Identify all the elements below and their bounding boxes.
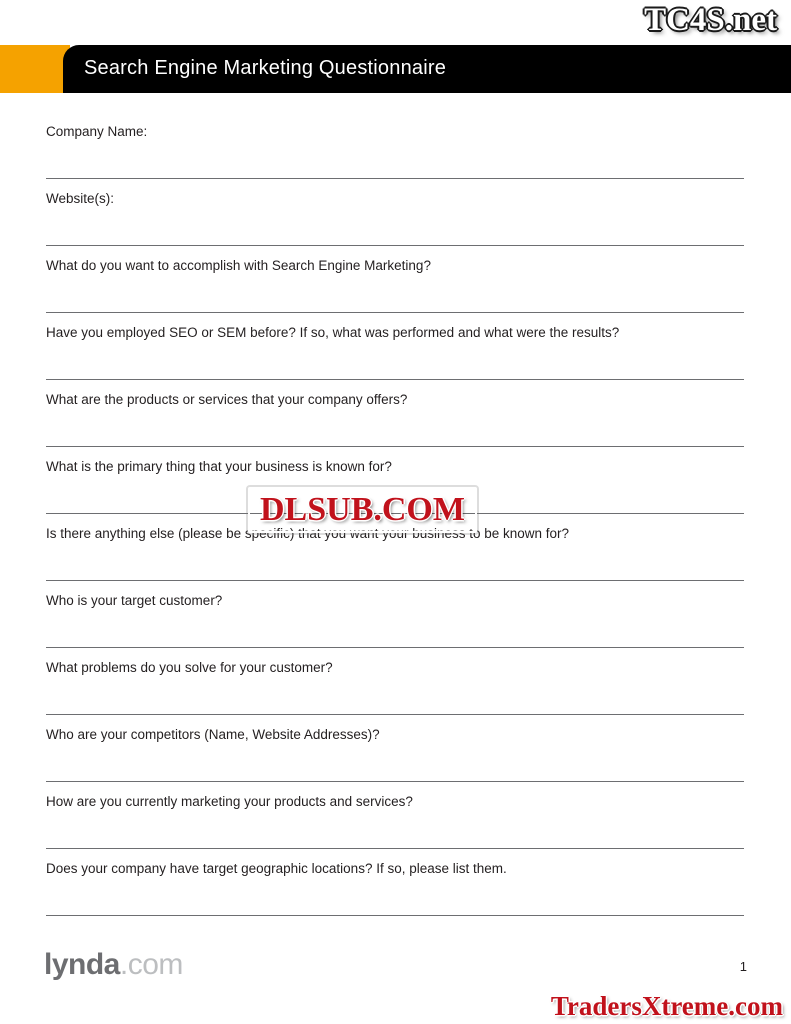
question-row: [46, 782, 744, 849]
question-label: Who are your competitors (Name, Website Addresses)?: [46, 727, 380, 742]
question-label: Have you employed SEO or SEM before? If so, what was performed and what were the results?: [46, 325, 620, 340]
question-row: [46, 581, 744, 648]
page-title: Search Engine Marketing Questionnaire: [84, 57, 447, 79]
answer-line[interactable]: [46, 915, 744, 916]
question-label: Is there anything else (please be specific) that you want your business to be known for?: [46, 526, 570, 541]
top-watermark: TC4S.net: [644, 2, 777, 38]
question-row: [46, 380, 744, 447]
question-row: [46, 715, 744, 782]
page-number: 1: [739, 959, 747, 974]
question-row: [46, 849, 744, 916]
lynda-logo: [44, 948, 183, 982]
question-label: What is the primary thing that your business is known for?: [46, 459, 392, 474]
question-label: What are the products or services that your company offers?: [46, 392, 408, 407]
question-label: What problems do you solve for your customer?: [46, 660, 333, 675]
lynda-logo-suffix: .com: [119, 948, 183, 981]
bottom-watermark: TradersXtreme.com: [550, 991, 783, 1021]
question-row: [46, 112, 744, 179]
question-label: Company Name:: [46, 124, 148, 139]
question-label: Who is your target customer?: [46, 593, 223, 608]
question-row: [46, 313, 744, 380]
question-row: [46, 179, 744, 246]
question-label: What do you want to accomplish with Search Engine Marketing?: [46, 258, 431, 273]
header-accent-block: [0, 45, 70, 93]
question-row: [46, 648, 744, 715]
question-row: [46, 246, 744, 313]
question-label: How are you currently marketing your products and services?: [46, 794, 413, 809]
question-label: Website(s):: [46, 191, 115, 206]
question-label: Does your company have target geographic locations? If so, please list them.: [46, 861, 507, 876]
lynda-logo-name: lynda: [44, 948, 120, 981]
center-watermark: DLSUB.COM: [248, 487, 477, 533]
